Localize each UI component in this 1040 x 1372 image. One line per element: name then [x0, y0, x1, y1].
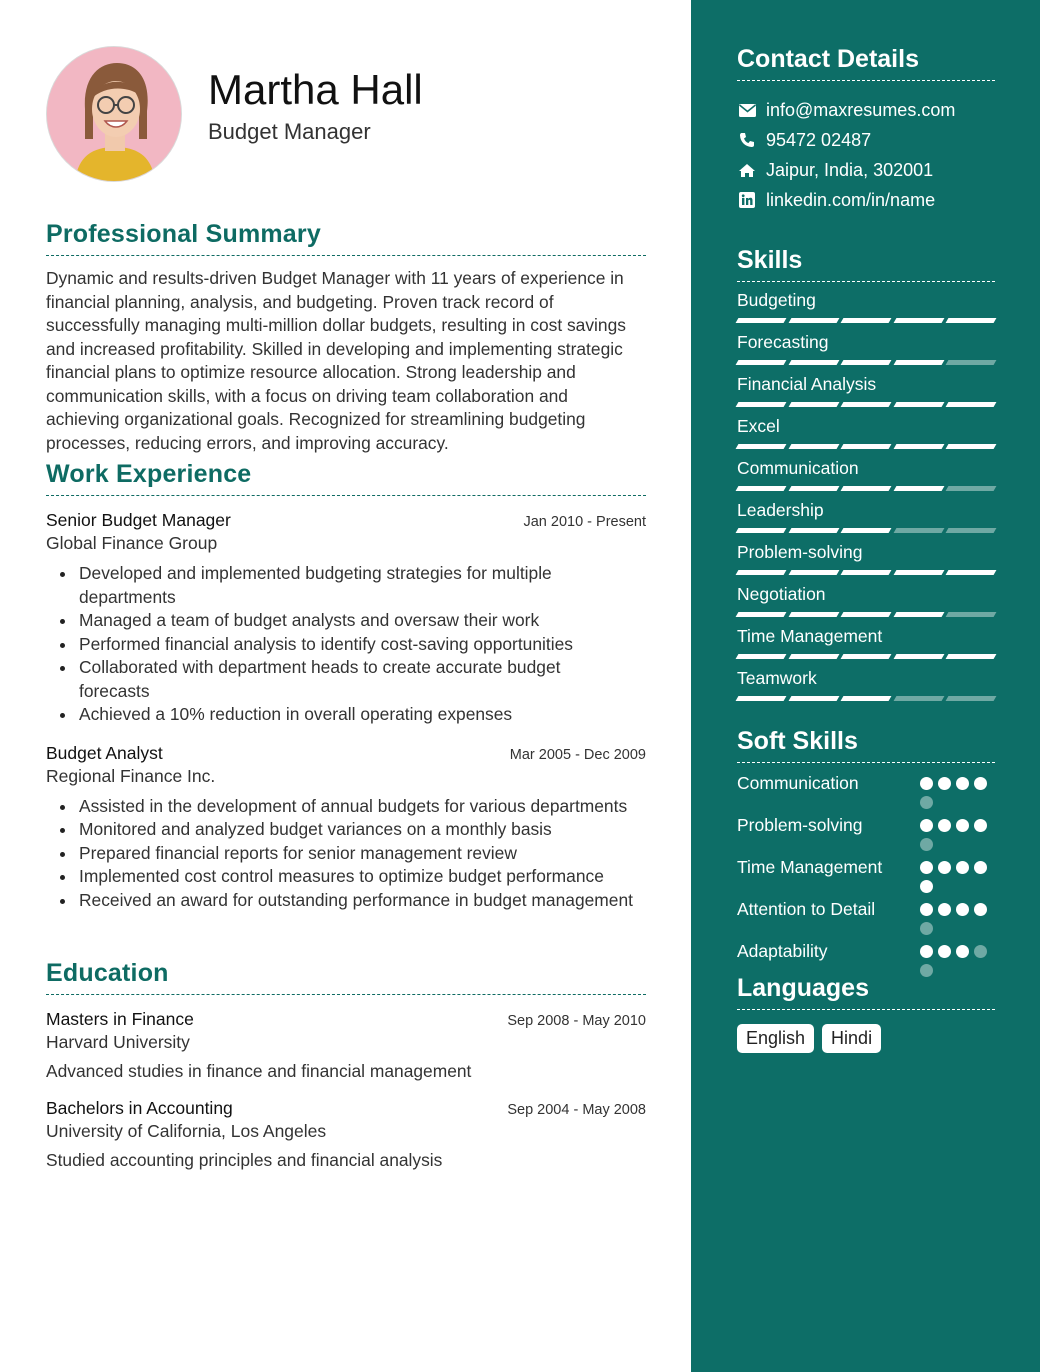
job-role: Senior Budget Manager	[46, 510, 231, 530]
soft-skill-item	[737, 897, 995, 935]
skill-level-segment	[736, 696, 786, 701]
bullet-item: Prepared financial reports for senior management review	[46, 842, 646, 866]
skill-level-segment	[736, 444, 786, 449]
bullet-item: Achieved a 10% reduction in overall operating expenses	[46, 703, 646, 727]
email-text: info@maxresumes.com	[766, 99, 956, 120]
skill-level-segment	[841, 360, 891, 365]
rating-dot	[956, 777, 969, 790]
rating-dot	[974, 903, 987, 916]
skill-level-segment	[788, 486, 838, 491]
skill-level-segment	[736, 318, 786, 323]
skill-level-segment	[946, 654, 996, 659]
rating-dot	[920, 880, 933, 893]
skill-level-segment	[736, 612, 786, 617]
soft-skill-item	[737, 771, 995, 809]
skill-level-bar	[737, 486, 995, 491]
bullet-item: Received an award for outstanding performance in budget management	[46, 889, 646, 913]
skill-name: Forecasting	[737, 332, 829, 352]
soft-skill-rating	[920, 771, 995, 809]
skill-item	[737, 582, 995, 617]
skill-level-bar	[737, 528, 995, 533]
bullet-item: Performed financial analysis to identify cost-saving opportunities	[46, 633, 646, 657]
soft-skills-list	[737, 771, 995, 977]
rating-dot	[920, 838, 933, 851]
skill-level-segment	[841, 444, 891, 449]
soft-skills-heading: Soft Skills	[737, 727, 995, 763]
skill-level-segment	[788, 444, 838, 449]
rating-dot	[974, 945, 987, 958]
skill-level-segment	[841, 696, 891, 701]
skill-item	[737, 288, 995, 323]
rating-dot	[920, 796, 933, 809]
candidate-name: Martha Hall	[208, 66, 423, 113]
school-name: Harvard University	[46, 1032, 190, 1052]
skill-level-segment	[946, 402, 996, 407]
languages-list	[737, 1024, 995, 1053]
skill-level-bar	[737, 570, 995, 575]
skill-level-bar	[737, 654, 995, 659]
phone-icon	[737, 130, 757, 150]
rating-dot	[920, 861, 933, 874]
skill-item	[737, 498, 995, 533]
skill-level-segment	[946, 570, 996, 575]
contact-email[interactable]	[737, 95, 995, 125]
skill-level-segment	[841, 612, 891, 617]
rating-dot	[956, 819, 969, 832]
soft-skill-item	[737, 939, 995, 977]
skill-level-segment	[893, 486, 943, 491]
soft-skill-item	[737, 855, 995, 893]
skill-level-segment	[736, 402, 786, 407]
skill-level-segment	[841, 402, 891, 407]
job-entry	[46, 510, 646, 727]
job-organization: Regional Finance Inc.	[46, 765, 216, 786]
skill-level-segment	[841, 570, 891, 575]
degree-name: Bachelors in Accounting	[46, 1098, 233, 1118]
rating-dot	[938, 945, 951, 958]
skill-level-segment	[736, 570, 786, 575]
skill-level-segment	[893, 318, 943, 323]
skill-level-segment	[893, 360, 943, 365]
rating-dot	[938, 861, 951, 874]
job-bullets	[46, 795, 646, 913]
skills-section	[737, 246, 995, 708]
rating-dot	[920, 922, 933, 935]
skill-level-segment	[893, 570, 943, 575]
bullet-item: Assisted in the development of annual budgets for various departments	[46, 795, 646, 819]
skill-level-segment	[788, 612, 838, 617]
bullet-item: Developed and implemented budgeting strategies for multiple departments	[46, 562, 646, 609]
job-date: Jan 2010 - Present	[523, 514, 646, 530]
skills-list	[737, 288, 995, 701]
skill-level-segment	[893, 696, 943, 701]
bullet-item: Implemented cost control measures to optimize budget performance	[46, 865, 646, 889]
education-date: Sep 2004 - May 2008	[507, 1102, 646, 1118]
soft-skill-rating	[920, 939, 995, 977]
skill-item	[737, 372, 995, 407]
skill-level-segment	[893, 612, 943, 617]
job-role: Budget Analyst	[46, 742, 163, 763]
skill-level-segment	[788, 570, 838, 575]
skill-level-segment	[736, 528, 786, 533]
skill-level-segment	[788, 654, 838, 659]
soft-skill-rating	[920, 855, 995, 893]
languages-section	[737, 974, 995, 1053]
soft-skill-name: Communication	[737, 773, 859, 793]
education-entry	[46, 1009, 646, 1082]
skill-level-segment	[788, 696, 838, 701]
skill-level-segment	[788, 402, 838, 407]
soft-skill-rating	[920, 897, 995, 935]
skill-level-segment	[841, 528, 891, 533]
contact-linkedin[interactable]	[737, 185, 995, 215]
contact-section	[737, 45, 995, 215]
phone-text: 95472 02487	[766, 129, 872, 150]
soft-skill-name: Problem-solving	[737, 815, 863, 835]
skill-level-segment	[736, 360, 786, 365]
job-entry	[46, 743, 646, 913]
skills-heading: Skills	[737, 246, 995, 282]
skill-level-segment	[736, 486, 786, 491]
skill-level-segment	[946, 696, 996, 701]
skill-level-segment	[946, 486, 996, 491]
rating-dot	[938, 903, 951, 916]
education-entry	[46, 1098, 646, 1171]
language-tag: Hindi	[822, 1024, 881, 1053]
skill-level-segment	[946, 612, 996, 617]
skill-name: Communication	[737, 458, 859, 478]
summary-heading: Professional Summary	[46, 220, 646, 256]
rating-dot	[974, 861, 987, 874]
job-organization: Global Finance Group	[46, 533, 218, 553]
contact-heading: Contact Details	[737, 45, 995, 81]
skill-name: Financial Analysis	[737, 374, 877, 394]
job-date: Mar 2005 - Dec 2009	[509, 746, 646, 763]
skill-level-bar	[737, 696, 995, 701]
envelope-icon	[737, 100, 757, 120]
education-description: Advanced studies in finance and financial management	[46, 1061, 472, 1081]
address-text: Jaipur, India, 302001	[766, 159, 934, 180]
rating-dot	[956, 903, 969, 916]
skill-level-bar	[737, 444, 995, 449]
skill-level-segment	[946, 318, 996, 323]
rating-dot	[920, 819, 933, 832]
skill-level-bar	[737, 612, 995, 617]
skill-level-segment	[946, 444, 996, 449]
skill-item	[737, 330, 995, 365]
skill-level-segment	[893, 444, 943, 449]
rating-dot	[956, 945, 969, 958]
bullet-item: Collaborated with department heads to create accurate budget forecasts	[46, 656, 646, 703]
linkedin-text: linkedin.com/in/name	[766, 189, 936, 210]
skill-level-bar	[737, 360, 995, 365]
rating-dot	[974, 819, 987, 832]
rating-dot	[920, 777, 933, 790]
education-description: Studied accounting principles and financial analysis	[46, 1150, 443, 1170]
skill-level-segment	[893, 402, 943, 407]
profile-photo	[46, 46, 182, 182]
home-icon	[737, 160, 757, 180]
skill-item	[737, 456, 995, 491]
skill-item	[737, 666, 995, 701]
candidate-title: Budget Manager	[208, 119, 371, 144]
languages-heading: Languages	[737, 974, 995, 1010]
experience-section	[46, 460, 646, 912]
skill-name: Problem-solving	[737, 542, 863, 562]
contact-phone[interactable]	[737, 125, 995, 155]
skill-level-bar	[737, 318, 995, 323]
skill-name: Budgeting	[737, 290, 816, 310]
contact-address	[737, 155, 995, 185]
skill-level-segment	[788, 360, 838, 365]
job-bullets	[46, 562, 646, 727]
education-section	[46, 959, 646, 1171]
skill-level-segment	[788, 528, 838, 533]
rating-dot	[920, 945, 933, 958]
soft-skills-section	[737, 727, 995, 977]
language-tag: English	[737, 1024, 814, 1053]
skill-name: Time Management	[737, 626, 883, 646]
bullet-item: Monitored and analyzed budget variances on a monthly basis	[46, 818, 646, 842]
skill-level-segment	[893, 528, 943, 533]
soft-skill-rating	[920, 813, 995, 851]
soft-skill-name: Time Management	[737, 857, 883, 877]
school-name: University of California, Los Angeles	[46, 1121, 327, 1141]
soft-skill-name: Adaptability	[737, 941, 828, 961]
sidebar	[691, 0, 1040, 1372]
rating-dot	[920, 903, 933, 916]
degree-name: Masters in Finance	[46, 1009, 194, 1029]
rating-dot	[938, 777, 951, 790]
skill-item	[737, 540, 995, 575]
skill-name: Excel	[737, 416, 780, 436]
soft-skill-item	[737, 813, 995, 851]
skill-level-bar	[737, 402, 995, 407]
skill-level-segment	[946, 360, 996, 365]
skill-name: Leadership	[737, 500, 824, 520]
summary-section	[46, 220, 646, 455]
skill-item	[737, 624, 995, 659]
skill-name: Negotiation	[737, 584, 826, 604]
skill-level-segment	[841, 654, 891, 659]
skill-level-segment	[841, 318, 891, 323]
linkedin-icon	[737, 190, 757, 210]
skill-level-segment	[946, 528, 996, 533]
soft-skill-name: Attention to Detail	[737, 899, 876, 919]
bullet-item: Managed a team of budget analysts and oversaw their work	[46, 609, 646, 633]
skill-level-segment	[841, 486, 891, 491]
rating-dot	[938, 819, 951, 832]
skill-level-segment	[893, 654, 943, 659]
experience-heading: Work Experience	[46, 460, 646, 496]
avatar-illustration	[47, 47, 182, 182]
skill-item	[737, 414, 995, 449]
education-heading: Education	[46, 959, 646, 995]
education-date: Sep 2008 - May 2010	[507, 1013, 646, 1029]
rating-dot	[974, 777, 987, 790]
skill-level-segment	[736, 654, 786, 659]
summary-text: Dynamic and results-driven Budget Manager with 11 years of experience in financial planning, analysis, and budgeting. Proven track record of successfully managing multi-million dollar budgets, resulting in cost savings and increased profitability. Skilled in developing and implementing strategic financial plans to optimize resource allocation. Strong leadership and communication skills, with a focus on driving team collaboration and achieving organizational goals. Recognized for streamlining budgeting processes, reducing errors, and improving accuracy.	[46, 268, 626, 453]
rating-dot	[956, 861, 969, 874]
skill-level-segment	[788, 318, 838, 323]
skill-name: Teamwork	[737, 668, 817, 688]
